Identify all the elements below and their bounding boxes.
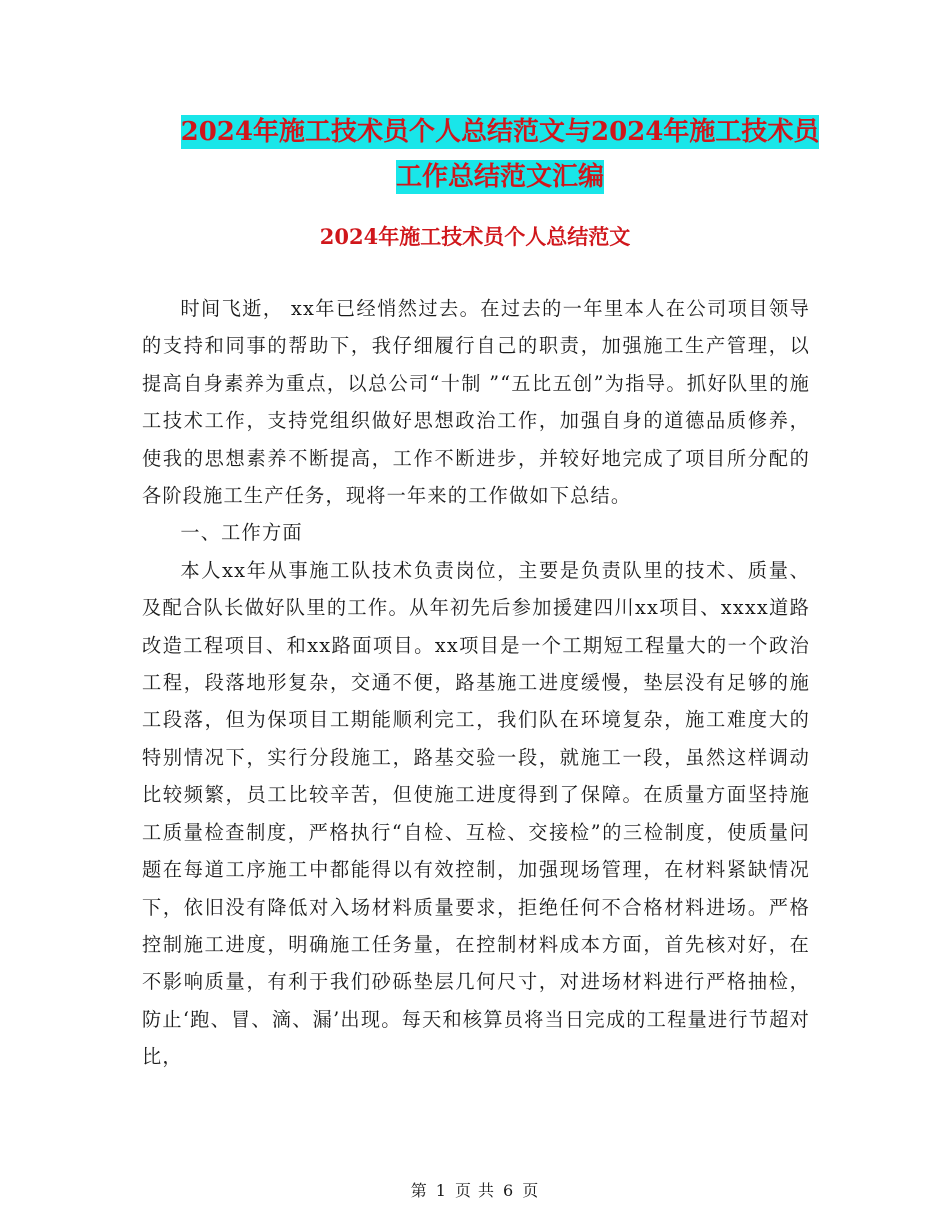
- footer-mid: 页 共: [454, 1181, 496, 1200]
- current-page-number: 1: [435, 1181, 447, 1200]
- title-line-2: 工作总结范文汇编: [395, 162, 604, 192]
- paragraph: 本人xx年从事施工队技术负责岗位，主要是负责队里的技术、质量、及配合队长做好队里的工作。从年初先后参加援建四川xx项目、xxxx道路改造工程项目、和xx路面项目。xx项目是一个工期短工程量大的一个政治工程，段落地形复杂，交通不便，路基施工进度缓慢，垫层没有足够的施工段落，但为保项目工期能顺利完工，我们队在环境复杂，施工难度大的特别情况下，实行分段施工，路基交验一段，就施工一段，虽然这样调动比较频繁，员工比较辛苦，但使施工进度得到了保障。在质量方面坚持施工质量检查制度，严格执行“自检、互检、交接检”的三检制度，使质量问题在每道工序施工中都能得以有效控制，加强现场管理，在材料紧缺情况下，依旧没有降低对入场材料质量要求，拒绝任何不合格材料进场。严格控制施工进度，明确施工任务量，在控制材料成本方面，首先核对好，在不影响质量，有利于我们砂砾垫层几何尺寸，对进场材料进行严格抽检，防止‘跑、冒、滴、漏’出现。每天和核算员将当日完成的工程量进行节超对比，: [142, 558, 810, 1069]
- total-pages-number: 6: [503, 1181, 515, 1200]
- footer-suffix: 页: [522, 1181, 540, 1200]
- paragraph-heading: 一、工作方面: [180, 521, 303, 545]
- title-line-1: 2024年施工技术员个人总结范文与2024年施工技术员: [180, 117, 820, 147]
- footer-prefix: 第: [410, 1181, 428, 1200]
- paragraph: 时间飞逝， xx年已经悄然过去。在过去的一年里本人在公司项目领导的支持和同事的帮助下，我仔细履行自己的职责，加强施工生产管理，以提高自身素养为重点，以总公司“十制 ”“五比五创”为指导。抓好队里的施工技术工作，支持党组织做好思想政治工作，加强自身的道德品质修养，使我的思想素养不断提高，工作不断进步，并较好地完成了项目所分配的各阶段施工生产任务，现将一年来的工作做如下总结。: [142, 297, 810, 508]
- page-footer: [0, 1178, 950, 1201]
- section-title: 2024年施工技术员个人总结范文: [319, 224, 631, 249]
- body-text: [142, 290, 810, 1076]
- document-title: [150, 110, 850, 200]
